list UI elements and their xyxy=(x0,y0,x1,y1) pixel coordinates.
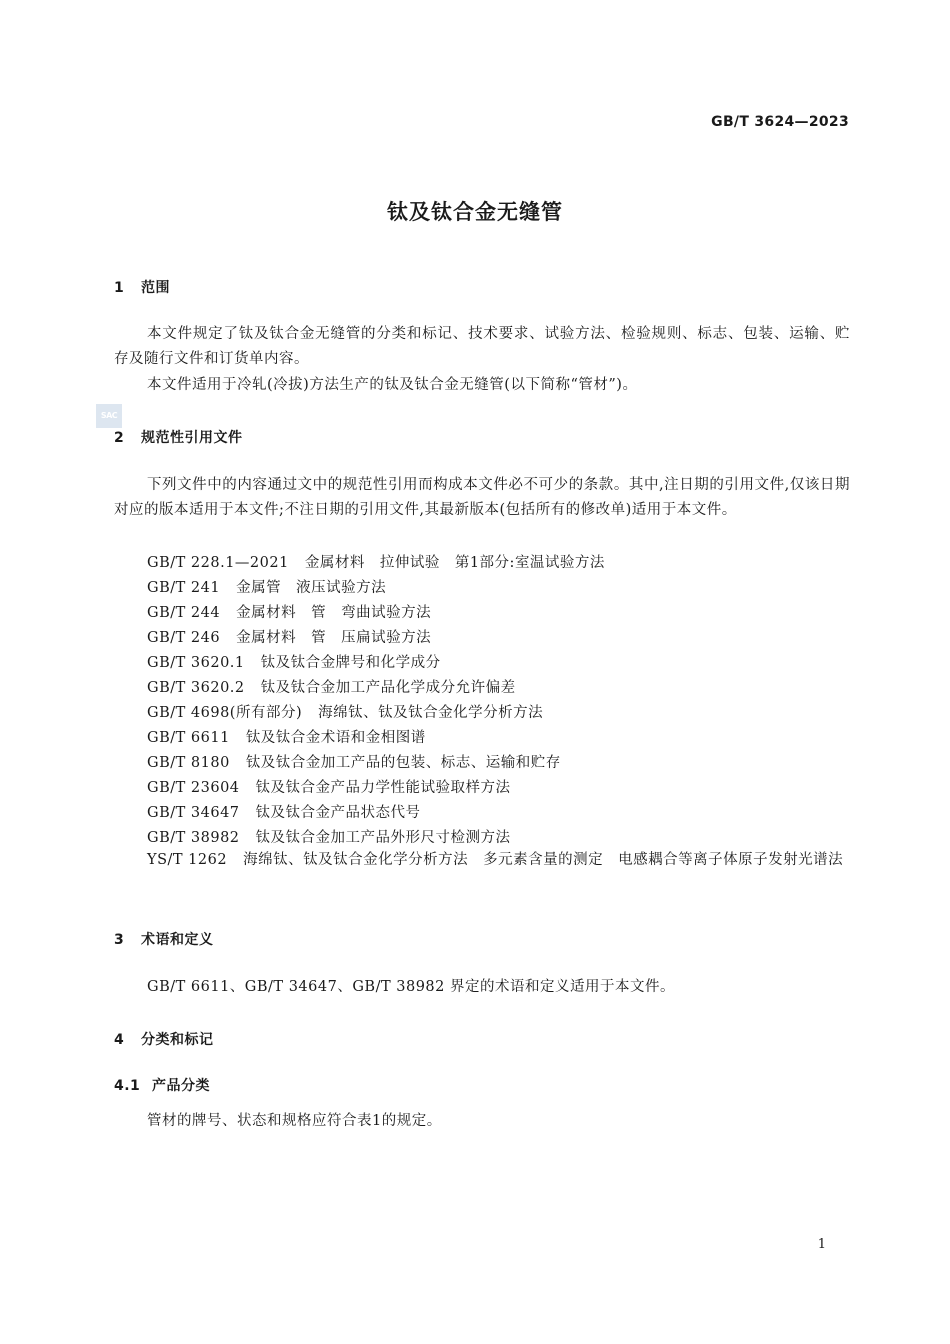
subsection-4-1-heading xyxy=(114,1075,210,1095)
reference-code: GB/T 3620.1 xyxy=(147,655,245,671)
section-number: 3 xyxy=(114,932,125,948)
reference-code: GB/T 34647 xyxy=(147,805,240,821)
reference-title: 钛及钛合金加工产品的包装、标志、运输和贮存 xyxy=(245,755,561,771)
section-number: 2 xyxy=(114,430,125,446)
sac-watermark-logo: SAC xyxy=(96,404,122,428)
reference-title: 钛及钛合金加工产品化学成分允许偏差 xyxy=(260,680,516,696)
reference-title: 钛及钛合金加工产品外形尺寸检测方法 xyxy=(255,830,511,846)
section-1-heading xyxy=(114,277,170,297)
section-3-heading xyxy=(114,929,214,949)
reference-title: 海绵钛、钛及钛合金化学分析方法 xyxy=(318,705,544,721)
reference-code: YS/T 1262 xyxy=(147,852,228,868)
section-1-paragraph-1: 本文件规定了钛及钛合金无缝管的分类和标记、技术要求、试验方法、检验规则、标志、包装、运输、贮存及随行文件和订货单内容。 xyxy=(114,326,850,367)
standard-code: GB/T 3624—2023 xyxy=(711,114,849,130)
subsection-4-1-paragraph-1: 管材的牌号、状态和规格应符合表1的规定。 xyxy=(147,1113,442,1129)
reference-title: 钛及钛合金牌号和化学成分 xyxy=(260,655,441,671)
reference-code: GB/T 38982 xyxy=(147,830,240,846)
section-2-intro: 下列文件中的内容通过文中的规范性引用而构成本文件必不可少的条款。其中,注日期的引用文件,仅该日期对应的版本适用于本文件;不注日期的引用文件,其最新版本(包括所有的修改单)适用于本文件。 xyxy=(114,477,850,518)
subsection-number: 4.1 xyxy=(114,1078,141,1094)
reference-title: 金属管 液压试验方法 xyxy=(236,580,387,596)
section-title: 范围 xyxy=(141,280,170,296)
section-title: 分类和标记 xyxy=(141,1032,214,1048)
reference-code: GB/T 241 xyxy=(147,580,221,596)
section-2-heading xyxy=(114,427,243,447)
reference-code: GB/T 8180 xyxy=(147,755,230,771)
section-title: 规范性引用文件 xyxy=(141,430,243,446)
reference-item xyxy=(147,726,426,747)
section-title: 术语和定义 xyxy=(141,932,214,948)
section-1-paragraph-2: 本文件适用于冷轧(冷拔)方法生产的钛及钛合金无缝管(以下简称“管材”)。 xyxy=(147,377,638,393)
reference-item xyxy=(147,751,561,772)
reference-title: 金属材料 拉伸试验 第1部分:室温试验方法 xyxy=(304,555,605,571)
reference-code: GB/T 228.1—2021 xyxy=(147,555,289,571)
reference-item-last xyxy=(114,848,850,873)
reference-item xyxy=(147,626,431,647)
reference-code: GB/T 6611 xyxy=(147,730,230,746)
reference-item xyxy=(147,801,421,822)
reference-title: 钛及钛合金术语和金相图谱 xyxy=(245,730,426,746)
reference-item xyxy=(147,701,543,722)
reference-title: 钛及钛合金产品状态代号 xyxy=(255,805,421,821)
reference-title: 钛及钛合金产品力学性能试验取样方法 xyxy=(255,780,511,796)
reference-item xyxy=(147,576,386,597)
section-number: 4 xyxy=(114,1032,125,1048)
reference-item xyxy=(147,651,441,672)
section-4-heading xyxy=(114,1029,214,1049)
reference-item xyxy=(147,601,431,622)
reference-code: GB/T 23604 xyxy=(147,780,240,796)
reference-title: 金属材料 管 压扁试验方法 xyxy=(236,630,432,646)
reference-item xyxy=(147,776,511,797)
section-3-paragraph-1: GB/T 6611、GB/T 34647、GB/T 38982 界定的术语和定义适用于本文件。 xyxy=(147,979,675,995)
reference-item xyxy=(147,551,605,572)
subsection-title: 产品分类 xyxy=(152,1078,210,1094)
section-number: 1 xyxy=(114,280,125,296)
reference-item xyxy=(147,676,516,697)
reference-code: GB/T 244 xyxy=(147,605,221,621)
reference-title: 海绵钛、钛及钛合金化学分析方法 多元素含量的测定 电感耦合等离子体原子发射光谱法 xyxy=(243,852,844,868)
reference-code: GB/T 4698(所有部分) xyxy=(147,705,303,721)
reference-code: GB/T 3620.2 xyxy=(147,680,245,696)
reference-item xyxy=(147,826,511,847)
document-title: 钛及钛合金无缝管 xyxy=(387,200,563,224)
reference-title: 金属材料 管 弯曲试验方法 xyxy=(236,605,432,621)
reference-code: GB/T 246 xyxy=(147,630,221,646)
page-number: 1 xyxy=(817,1237,826,1252)
